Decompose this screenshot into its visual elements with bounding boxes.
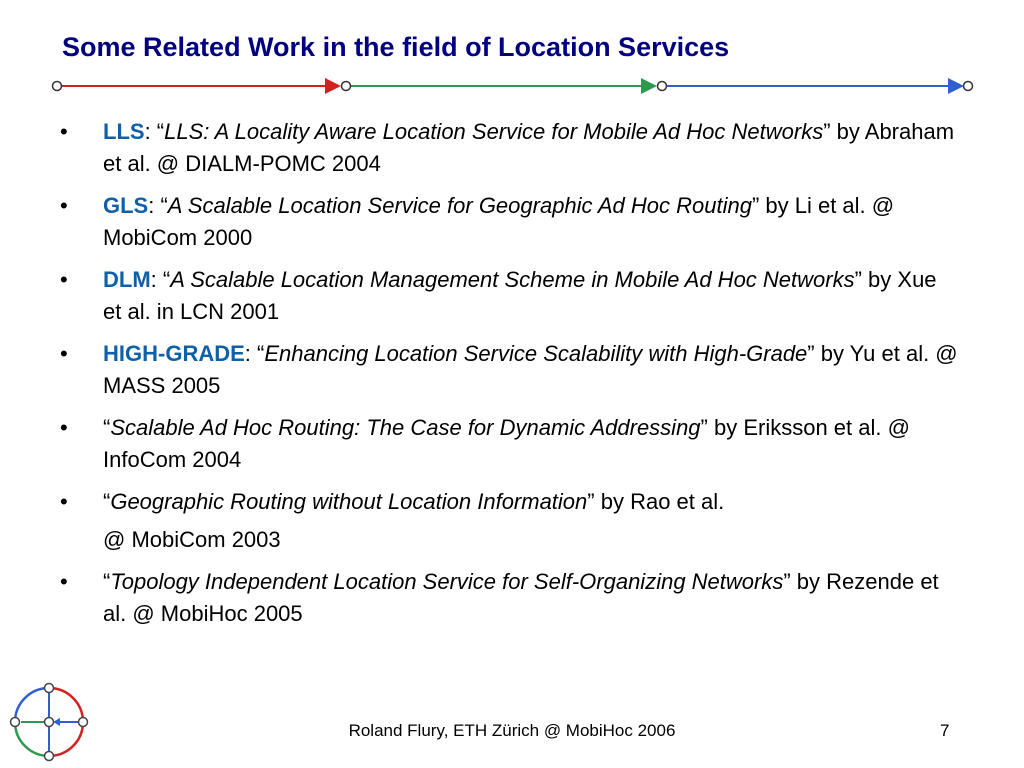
bullet-glyph: • [60, 569, 68, 594]
list-item [60, 116, 960, 180]
separator: : [144, 119, 157, 144]
separator: : [244, 341, 258, 366]
paper-title: Scalable Ad Hoc Routing: The Case for Dynamic Addressing [110, 415, 701, 440]
open-quote: “ [160, 193, 168, 218]
node-circle [342, 82, 351, 91]
citation-line-2: @ MobiCom 2003 [103, 527, 281, 552]
paper-title: Topology Independent Location Service for Self-Organizing Networks [110, 569, 784, 594]
bullet-glyph: • [60, 119, 68, 144]
node-circle [658, 82, 667, 91]
citation: ” by Rao et al. [587, 489, 725, 514]
citation: ” by Eriksson et al. @ InfoCom 2004 [103, 415, 910, 472]
citation: ” by Li et al. @ MobiCom 2000 [103, 193, 895, 250]
paper-title: A Scalable Location Management Scheme in Mobile Ad Hoc Networks [170, 267, 855, 292]
acronym: LLS [103, 119, 145, 144]
node-circle [964, 82, 973, 91]
list-item [60, 486, 960, 556]
paper-title: Enhancing Location Service Scalability with High-Grade [264, 341, 808, 366]
separator: : [148, 193, 161, 218]
open-quote: “ [156, 119, 165, 144]
list-item [60, 264, 960, 328]
paper-title: Geographic Routing without Location Information [110, 489, 588, 514]
bullet-glyph: • [60, 489, 68, 514]
citation: ” by Xue et al. in LCN 2001 [103, 267, 937, 324]
list-item [60, 566, 960, 630]
paper-title: LLS: A Locality Aware Location Service for Mobile Ad Hoc Networks [164, 119, 824, 144]
citation: ” by Abraham et al. @ DIALM-POMC 2004 [103, 119, 955, 176]
reference-list [60, 116, 960, 640]
bullet-glyph: • [60, 193, 68, 218]
title-arrow-rule [0, 72, 1024, 100]
bullet-glyph: • [60, 267, 68, 292]
open-quote: “ [103, 415, 111, 440]
acronym: GLS [103, 193, 149, 218]
footer-text: Roland Flury, ETH Zürich @ MobiHoc 2006 [348, 721, 676, 740]
list-item [60, 412, 960, 476]
open-quote: “ [103, 569, 111, 594]
paper-title: A Scalable Location Service for Geographic Ad Hoc Routing [167, 193, 752, 218]
separator: : [150, 267, 163, 292]
open-quote: “ [103, 489, 111, 514]
open-quote: “ [257, 341, 265, 366]
slide-title: Some Related Work in the field of Location Services [62, 32, 730, 62]
list-item [60, 338, 960, 402]
citation: ” by Rezende et al. @ MobiHoc 2005 [103, 569, 939, 626]
citation: ” by Yu et al. @ MASS 2005 [103, 341, 958, 398]
list-item [60, 190, 960, 254]
bullet-glyph: • [60, 341, 68, 366]
node-circle [53, 82, 62, 91]
page-number: 7 [940, 721, 950, 740]
acronym: HIGH-GRADE [103, 341, 245, 366]
open-quote: “ [162, 267, 171, 292]
bullet-glyph: • [60, 415, 68, 440]
acronym: DLM [103, 267, 151, 292]
